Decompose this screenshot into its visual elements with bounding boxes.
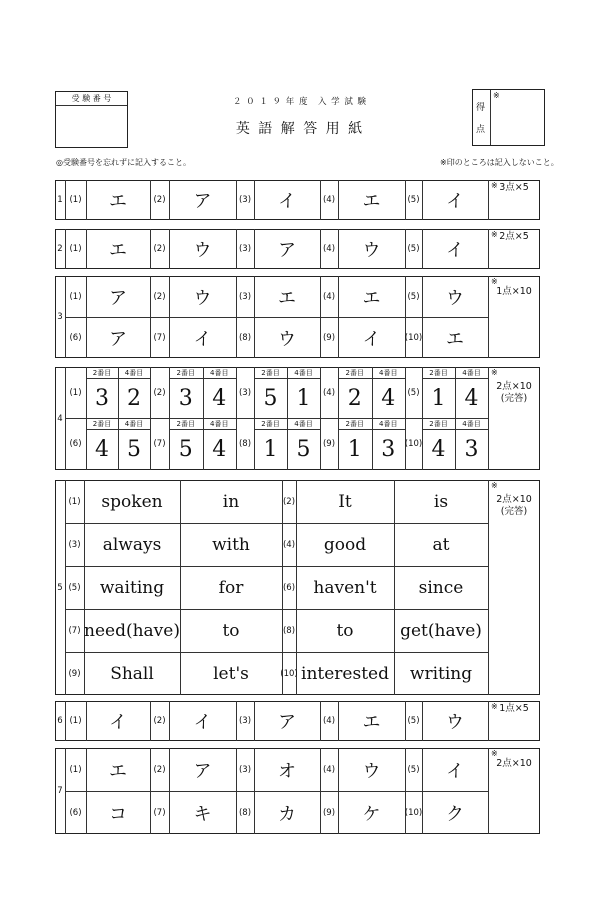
answer-cell[interactable]: エ: [362, 287, 381, 309]
item-label: (1): [69, 716, 82, 726]
item-label: (6): [69, 439, 82, 449]
answer-cell[interactable]: イ: [446, 760, 464, 782]
divider: [65, 791, 488, 792]
points-note: 2点×10: [496, 758, 532, 769]
answer-2nd[interactable]: 3: [95, 385, 109, 411]
answer-2nd[interactable]: 2: [347, 385, 362, 411]
answer-cell[interactable]: ケ: [362, 803, 381, 825]
answer-word[interactable]: is: [433, 491, 449, 512]
points-note: 2点×10: [496, 381, 532, 392]
answer-4th[interactable]: 1: [296, 385, 311, 411]
mark-symbol: ※: [491, 702, 498, 711]
year-title: ２ ０ １ ９ 年 度 入 学 試 験: [232, 97, 368, 107]
header-2nd: 2番目: [345, 368, 364, 377]
header-4th: 4番目: [462, 368, 481, 377]
item-label: (9): [322, 807, 336, 818]
item-label: (5): [407, 716, 420, 726]
points-note: 2点×5: [499, 231, 529, 242]
points-note: 3点×5: [499, 182, 529, 193]
answer-2nd[interactable]: 5: [263, 385, 278, 411]
header-4th: 4番目: [124, 368, 144, 377]
answer-cell[interactable]: コ: [109, 803, 127, 825]
answer-4th[interactable]: 3: [464, 437, 479, 462]
points-note: 1点×5: [499, 703, 529, 714]
item-label: (4): [322, 387, 336, 398]
answer-cell[interactable]: ウ: [193, 287, 212, 309]
header-2nd: 2番目: [176, 419, 195, 428]
item-label: (5): [407, 387, 420, 398]
section-number: 2: [57, 244, 63, 254]
answer-word[interactable]: writing: [409, 663, 473, 684]
item-label: (5): [68, 582, 81, 593]
item-label: (2): [153, 244, 166, 254]
answer-cell[interactable]: ク: [446, 803, 464, 825]
item-label: (9): [322, 332, 336, 343]
answer-4th[interactable]: 3: [381, 437, 396, 462]
score-label-2: 点: [476, 125, 486, 135]
mark-symbol: ※: [491, 481, 498, 490]
answer-word[interactable]: need(have): [84, 620, 180, 641]
header-2nd: 2番目: [92, 368, 112, 377]
section-number: 6: [57, 716, 63, 726]
mark-symbol: ※: [491, 749, 498, 758]
item-label: (1): [69, 387, 82, 398]
answer-cell[interactable]: ア: [193, 191, 212, 212]
answer-cell[interactable]: オ: [278, 760, 296, 782]
answer-cell[interactable]: イ: [278, 191, 296, 212]
header-2nd: 2番目: [176, 368, 195, 377]
item-label: (2): [153, 764, 166, 775]
answer-2nd[interactable]: 4: [95, 437, 109, 462]
header-4th: 4番目: [294, 368, 313, 377]
answer-word[interactable]: with: [212, 534, 250, 555]
item-label: (4): [322, 716, 336, 726]
header-2nd: 2番目: [261, 419, 280, 428]
item-label: (4): [322, 764, 336, 775]
answer-cell[interactable]: エ: [109, 760, 127, 782]
item-label: (3): [68, 539, 81, 550]
header-2nd: 2番目: [429, 368, 448, 377]
item-label: (3): [238, 244, 252, 254]
item-label: (2): [153, 195, 166, 205]
section-number: 7: [57, 786, 63, 796]
item-label: (5): [407, 244, 420, 254]
item-label: (6): [69, 332, 82, 343]
sheet-title: 英 語 解 答 用 紙: [235, 121, 365, 137]
answer-word[interactable]: for: [218, 577, 244, 598]
answer-cell[interactable]: カ: [278, 803, 296, 825]
header-2nd: 2番目: [92, 419, 112, 428]
answer-4th[interactable]: 4: [464, 385, 479, 411]
section-number: 5: [57, 582, 63, 593]
answer-cell[interactable]: イ: [193, 328, 212, 350]
section-number: 1: [57, 195, 63, 205]
answer-cell[interactable]: ウ: [278, 328, 296, 350]
answer-word[interactable]: since: [418, 577, 464, 598]
section-number: 4: [57, 413, 63, 424]
answer-cell[interactable]: ウ: [446, 712, 464, 733]
item-label: (7): [153, 807, 166, 818]
answer-word[interactable]: spoken: [101, 491, 163, 512]
answer-cell[interactable]: イ: [362, 328, 381, 350]
answer-cell[interactable]: エ: [362, 712, 381, 733]
score-mark: ※: [493, 91, 500, 100]
answer-cell[interactable]: ウ: [362, 240, 381, 261]
answer-cell[interactable]: イ: [446, 240, 464, 261]
answer-cell[interactable]: キ: [193, 803, 212, 825]
mark-symbol: ※: [491, 230, 498, 239]
answer-cell[interactable]: イ: [109, 712, 127, 733]
item-label: (7): [68, 625, 81, 636]
item-label: (8): [238, 332, 252, 343]
header-2nd: 2番目: [261, 368, 280, 377]
item-label: (4): [282, 539, 296, 550]
answer-2nd[interactable]: 4: [431, 437, 446, 462]
answer-word[interactable]: Shall: [110, 663, 154, 684]
answer-2nd[interactable]: 1: [431, 385, 446, 411]
answer-cell[interactable]: ア: [278, 712, 296, 733]
item-label: (8): [282, 625, 296, 636]
item-label: (5): [407, 764, 420, 775]
answer-4th[interactable]: 4: [381, 385, 396, 411]
answer-cell[interactable]: イ: [446, 191, 464, 212]
points-note: 2点×10: [496, 494, 532, 505]
header-4th: 4番目: [379, 368, 398, 377]
score-label-1: 得: [476, 103, 486, 113]
complete-note: (完答): [500, 506, 528, 517]
item-label: (3): [238, 387, 252, 398]
answer-word[interactable]: It: [338, 491, 352, 512]
header-4th: 4番目: [462, 419, 481, 428]
complete-note: (完答): [500, 393, 528, 404]
mark-symbol: ※: [491, 368, 498, 377]
mark-symbol: ※: [491, 277, 498, 286]
answer-word[interactable]: to: [336, 620, 354, 641]
exam-number-label: 受 験 番 号: [71, 94, 112, 103]
item-label: (6): [69, 807, 82, 818]
header-4th: 4番目: [210, 368, 229, 377]
item-label: (10): [280, 668, 298, 679]
answer-word[interactable]: always: [102, 534, 162, 555]
answer-4th[interactable]: 5: [296, 437, 311, 462]
answer-cell[interactable]: ア: [278, 240, 296, 261]
item-label: (3): [238, 195, 252, 205]
header-4th: 4番目: [379, 419, 398, 428]
divider: [65, 317, 488, 318]
points-note: 1点×10: [496, 286, 532, 297]
answer-cell[interactable]: エ: [278, 287, 296, 309]
header-4th: 4番目: [210, 419, 229, 428]
section-number: 3: [57, 312, 63, 322]
answer-cell[interactable]: エ: [109, 240, 127, 261]
item-label: (10): [404, 439, 423, 449]
instruction: ◎受験番号を忘れずに記入すること。: [56, 158, 191, 167]
answer-word[interactable]: haven't: [313, 577, 377, 598]
item-label: (1): [69, 764, 82, 775]
item-label: (4): [322, 244, 336, 254]
answer-word[interactable]: interested: [301, 663, 389, 684]
header-2nd: 2番目: [429, 419, 448, 428]
answer-cell[interactable]: エ: [109, 191, 127, 212]
answer-word[interactable]: get(have): [400, 620, 482, 641]
item-label: (2): [153, 291, 166, 302]
answer-2nd[interactable]: 1: [347, 437, 362, 462]
item-label: (2): [153, 387, 166, 398]
answer-2nd[interactable]: 1: [263, 437, 278, 462]
answer-cell[interactable]: ウ: [362, 760, 381, 782]
score-box: [472, 89, 545, 146]
answer-4th[interactable]: 4: [212, 385, 227, 411]
item-label: (1): [69, 291, 82, 302]
answer-word[interactable]: let's: [213, 663, 249, 684]
item-label: (3): [238, 764, 252, 775]
answer-word[interactable]: waiting: [99, 577, 165, 598]
answer-word[interactable]: good: [323, 534, 367, 555]
item-label: (5): [407, 291, 420, 302]
item-label: (1): [69, 195, 82, 205]
answer-4th[interactable]: 4: [212, 437, 227, 462]
item-label: (8): [238, 439, 252, 449]
answer-word[interactable]: to: [222, 620, 240, 641]
item-label: (3): [238, 716, 252, 726]
item-label: (4): [322, 195, 336, 205]
answer-cell[interactable]: ア: [109, 328, 127, 350]
item-label: (1): [68, 496, 81, 507]
item-label: (5): [407, 195, 420, 205]
answer-4th[interactable]: 5: [127, 437, 141, 462]
header-2nd: 2番目: [345, 419, 364, 428]
item-label: (7): [153, 439, 166, 449]
answer-cell[interactable]: ア: [193, 760, 212, 782]
answer-cell[interactable]: ウ: [446, 287, 464, 309]
header-4th: 4番目: [294, 419, 313, 428]
header-4th: 4番目: [124, 419, 144, 428]
item-label: (6): [282, 582, 296, 593]
answer-cell[interactable]: ア: [109, 287, 127, 309]
mark-symbol: ※: [491, 181, 498, 190]
item-label: (4): [322, 291, 336, 302]
answer-4th[interactable]: 2: [127, 385, 141, 411]
item-label: (7): [153, 332, 166, 343]
item-label: (9): [68, 668, 81, 679]
item-label: (2): [153, 716, 166, 726]
answer-cell[interactable]: ウ: [193, 240, 212, 261]
mark-note: ※印のところは記入しないこと。: [440, 158, 559, 167]
exam-number-box[interactable]: [55, 91, 128, 148]
item-label: (3): [238, 291, 252, 302]
answer-2nd[interactable]: 3: [178, 385, 193, 411]
answer-cell[interactable]: エ: [446, 328, 464, 350]
item-label: (8): [238, 807, 252, 818]
answer-word[interactable]: in: [222, 491, 240, 512]
answer-cell[interactable]: エ: [362, 191, 381, 212]
item-label: (2): [282, 496, 296, 507]
answer-cell[interactable]: イ: [193, 712, 212, 733]
item-label: (10): [404, 332, 423, 343]
item-label: (1): [69, 244, 82, 254]
item-label: (9): [322, 439, 336, 449]
answer-2nd[interactable]: 5: [178, 437, 193, 462]
item-label: (10): [404, 807, 423, 818]
answer-word[interactable]: at: [432, 534, 450, 555]
